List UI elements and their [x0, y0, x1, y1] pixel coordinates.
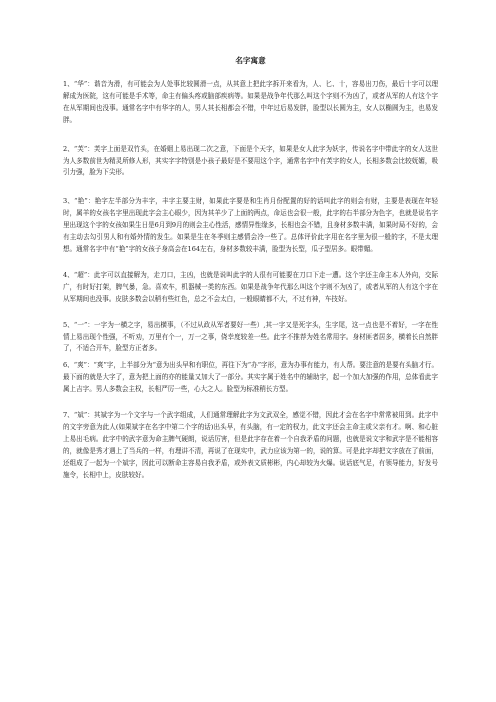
paragraph-gap	[63, 127, 438, 144]
paragraph-gap	[63, 179, 438, 196]
page-title: 名字寓意	[235, 56, 266, 65]
paragraph-chao: 4、“超”：此字可以直接解为，走刀口，主凶，也就是说叫此字的人很有可能要在刀口下走一遭。这个字还主命主本人外向，交际广，有时好打架，脾气暴，急。喜欢车，机器械一类的东西。如果是战争年代那么叫这个字则不为凶了，或者从军的人有这个字在从军期间也没事。皮肤多数会以稍有些红色，总之不会太白，一般眼睛都不大，不过有神，车技好。	[63, 270, 438, 303]
paragraph-hua: 1、“华”：谐音为滑，有可能会为人处事比较圆滑一点，从其意上把此字拆开来看为，人、匕、十，容易出刀伤，最后十字可以理解成为医院，这有可能是手术等，命主有偏头疼或脑部疾病等。如果是战争年代那么叫这个字则不为凶了，或者从军的人有这个字在从军期间也没事。通常名字中有华字的人，男人其长相都会不错，中年过后易发胖，脸型以长圆为主，女人以椭圆为主，也易发胖。	[63, 80, 438, 124]
paragraph-bin: 7、“斌”：其斌字为一个文字与一个武字组成，人们通常理解此字为文武双全，感觉不错，因此才会在名字中常常被用到。此字中的文字旁意为此人(如果斌字在名字中第二个字的话)出头早，有头脑，有一定的权力，此文字还会主命主或父亲有才。啊、和心脏上易出毛病。此字中的武字意为命主脾气硬朗，说话厉害，但是此字存在着一个自我矛盾的问题，也就是说文字和武字是不能相容的，就像是秀才遇上了当兵的一样，有理讲不清，再说了在现实中，武力应该为第一的，说的算。可是此字却把文字放在了前面，还组成了一起为一个斌字，因此可以断命主容易自我矛盾，或外表文质彬彬，内心却较为火爆。说话底气足，有领导能力，好发号施令，长相中上，皮肤较好。	[63, 411, 438, 479]
paragraph-gap	[63, 306, 438, 320]
paragraph-shuang: 6、“爽”：“爽”字，上半部分为“意为出头早和有职位，再往下为“办”字形，意为办事有能力，有人帮。要注意的是要有头脑才行。最下面的就是大字了，意为把上面的亦的能量又加大了一部分。其实字属于姓名中的辅助字，起一个加大加强的作用，总体看此字属上吉字。男人多数会主权，长相严厉一些，心大之人。脸型为标准稍长方型。	[63, 361, 438, 394]
paragraph-yan: 3、“艳”：艳字左半部分为丰字，丰字主要主财，如果此字要是和生肖月份配置的好的话叫此字的则会有财，主要是表现在年轻时，属羊的女孩名字里出现此字会主心眼少，因为其羊少了上面的两点，命运也会很一般，此字的右半部分为色字，也就是说名字里出现这个字的女孩如果生日是6月到9月的则会主心性活，感情异性缘多，长相也会不错，且身材多数丰满，如果时局不好的，会有主动去勾引男人和有婚外情的发生。如果是生在冬季则主感情会冷一些了。总体评价此字用在名字里为很一般的字，不是太理想。通常名字中有“艳”字的女孩子身高会在164左右，身材多数较丰满，脸型为长型，瓜子型居多。眼带媚。	[63, 197, 438, 253]
paragraph-yi: 5、“一”：一字为一横之字，易出横事，（不过从政从军者要好一些）,其一字又是死字头，生字尾，这一点也是不着好，一字在性情上易出现个性强，不听劝，万里有个一，万一之事，侥幸度较差一些。此字不推荐为姓名常用字。身材匪者居多，横着长自然胖了，不适合开车，脸型方正者多。	[63, 320, 438, 353]
paragraph-gap	[63, 396, 438, 410]
paragraph-gap	[63, 256, 438, 270]
paragraph-fu: 2、“芙”：芙字上面是双竹头，在婚姻上易出现二次之意，下面是个天字，如果是女人此字为妖字，传说名字中带此字的女人这世为人多数前世为精灵所修人形，其实字字特别是小孩子最好是不要用这个字，通常名字中有芙字的女人，长相多数会比较妩媚，吸引力强，脸为下尖形。	[63, 144, 438, 177]
